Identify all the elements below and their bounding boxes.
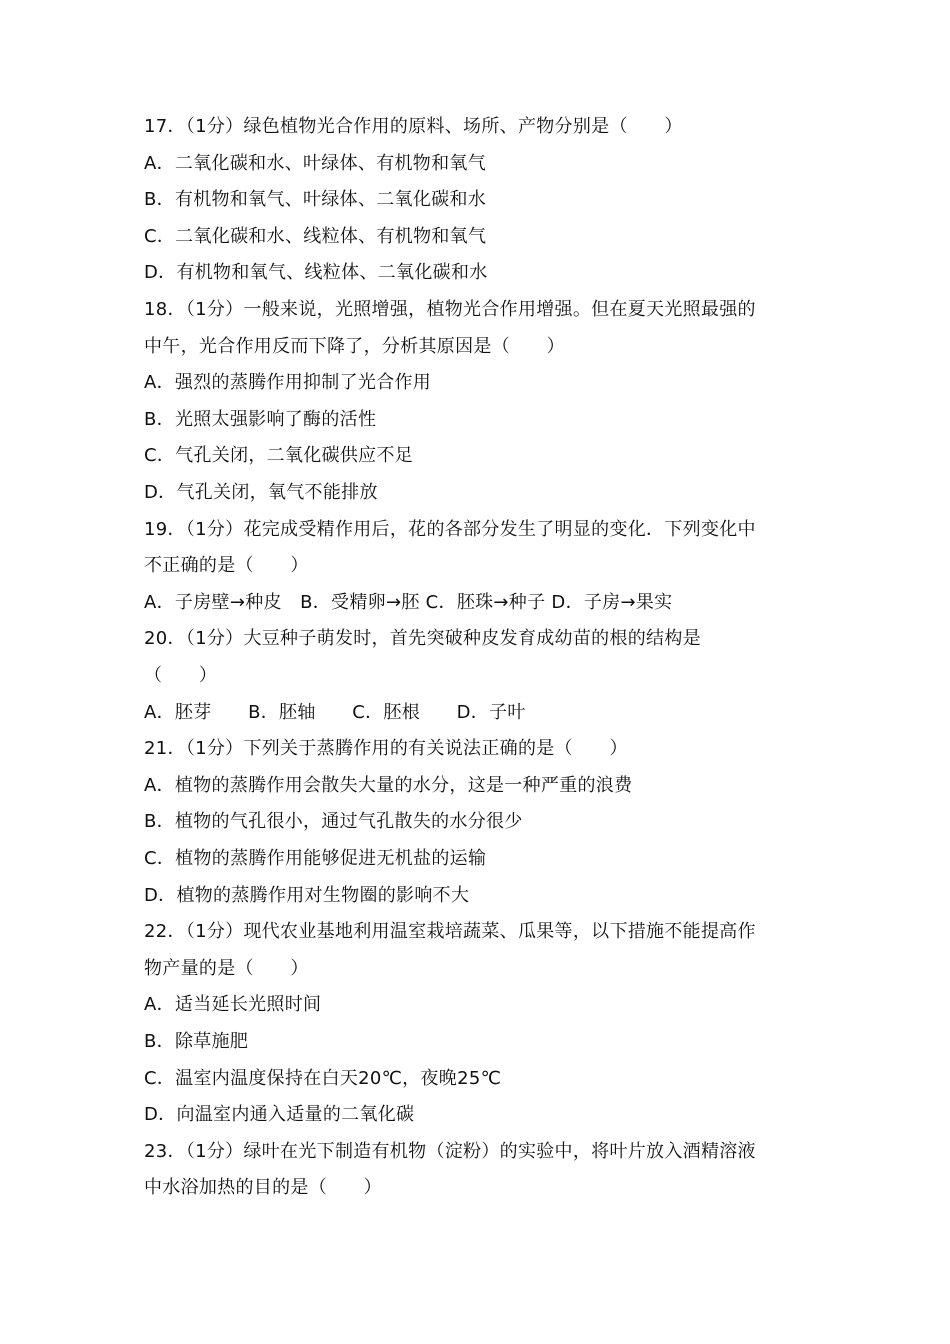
- q22-stem-line2: 物产量的是（ ）: [144, 958, 309, 979]
- q23-stem-line1: 23．（1分）绿叶在光下制造有机物（淀粉）的实验中，将叶片放入酒精溶液: [144, 1141, 756, 1162]
- q19-options: A．子房壁→种皮 B．受精卵→胚 C．胚珠→种子 D．子房→果实: [144, 592, 673, 613]
- q20-options: A．胚芽 B．胚轴 C．胚根 D．子叶: [144, 702, 526, 723]
- q18-option-c: C．气孔关闭，二氧化碳供应不足: [144, 445, 414, 466]
- q17-stem: 17．（1分）绿色植物光合作用的原料、场所、产物分别是（ ）: [144, 116, 683, 137]
- q17-option-c: C．二氧化碳和水、线粒体、有机物和氧气: [144, 226, 487, 247]
- q17-option-d: D．有机物和氧气、线粒体、二氧化碳和水: [144, 262, 488, 283]
- q18-option-d: D．气孔关闭，氧气不能排放: [144, 482, 378, 503]
- q21-stem: 21．（1分）下列关于蒸腾作用的有关说法正确的是（ ）: [144, 738, 628, 759]
- q22-stem-line1: 22．（1分）现代农业基地利用温室栽培蔬菜、瓜果等，以下措施不能提高作: [144, 921, 756, 942]
- q20-stem-line1: 20．（1分）大豆种子萌发时，首先突破种皮发育成幼苗的根的结构是: [144, 628, 701, 649]
- q22-option-d: D．向温室内通入适量的二氧化碳: [144, 1104, 415, 1125]
- q20-stem-line2: （ ）: [144, 665, 218, 686]
- q21-option-a: A．植物的蒸腾作用会散失大量的水分，这是一种严重的浪费: [144, 775, 633, 796]
- q19-stem-line2: 不正确的是（ ）: [144, 555, 309, 576]
- q21-option-b: B．植物的气孔很小，通过气孔散失的水分很少: [144, 811, 523, 832]
- q21-option-c: C．植物的蒸腾作用能够促进无机盐的运输: [144, 848, 487, 869]
- q19-stem-line1: 19．（1分）花完成受精作用后，花的各部分发生了明显的变化．下列变化中: [144, 519, 756, 540]
- q21-option-d: D．植物的蒸腾作用对生物圈的影响不大: [144, 885, 470, 906]
- q18-option-a: A．强烈的蒸腾作用抑制了光合作用: [144, 372, 432, 393]
- q18-stem-line1: 18．（1分）一般来说，光照增强，植物光合作用增强。但在夏天光照最强的: [144, 299, 756, 320]
- q17-option-a: A．二氧化碳和水、叶绿体、有机物和氧气: [144, 153, 487, 174]
- q22-option-a: A．适当延长光照时间: [144, 994, 322, 1015]
- q23-stem-line2: 中水浴加热的目的是（ ）: [144, 1177, 382, 1198]
- q22-option-c: C．温室内温度保持在白天20℃，夜晚25℃: [144, 1068, 502, 1089]
- q22-option-b: B．除草施肥: [144, 1031, 249, 1052]
- q18-stem-line2: 中午，光合作用反而下降了，分析其原因是（ ）: [144, 336, 565, 357]
- q17-option-b: B．有机物和氧气、叶绿体、二氧化碳和水: [144, 189, 487, 210]
- q18-option-b: B．光照太强影响了酶的活性: [144, 409, 377, 430]
